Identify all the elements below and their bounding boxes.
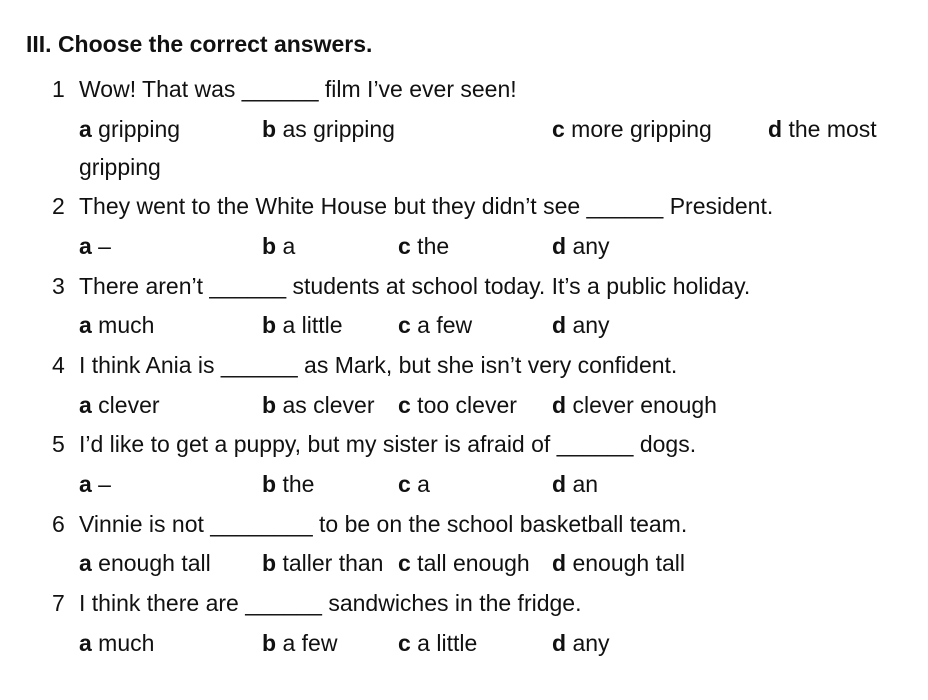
option-text: much (91, 630, 155, 656)
option-a[interactable] (79, 116, 180, 143)
option-text: – (91, 233, 111, 259)
option-letter: b (262, 233, 277, 259)
question-text: I think there are ______ sandwiches in the fridge. (79, 590, 582, 616)
option-text: tall enough (410, 550, 530, 576)
option-b[interactable] (262, 116, 395, 143)
option-d[interactable] (552, 233, 610, 260)
option-letter: a (79, 233, 92, 259)
option-letter: c (552, 116, 565, 142)
question-7 (52, 590, 582, 617)
option-text: much (91, 312, 155, 338)
option-c[interactable] (552, 116, 712, 143)
question-5 (52, 431, 696, 458)
question-number: 1 (52, 76, 65, 102)
option-letter: b (262, 116, 277, 142)
question-number: 4 (52, 352, 65, 378)
option-b[interactable] (262, 312, 343, 339)
option-letter: d (552, 392, 567, 418)
option-letter: b (262, 630, 277, 656)
option-a[interactable] (79, 312, 154, 339)
option-letter: b (262, 471, 277, 497)
question-number: 3 (52, 273, 65, 299)
option-b[interactable] (262, 471, 314, 498)
option-text: any (566, 312, 610, 338)
question-3 (52, 273, 750, 300)
option-text: the most (782, 116, 877, 142)
option-letter: c (398, 550, 411, 576)
option-text: enough tall (566, 550, 685, 576)
option-d[interactable] (552, 392, 717, 419)
option-letter: c (398, 630, 411, 656)
question-text: I’d like to get a puppy, but my sister is afraid of ______ dogs. (79, 431, 697, 457)
option-a[interactable] (79, 630, 154, 657)
option-b[interactable] (262, 233, 295, 260)
option-text: – (91, 471, 111, 497)
question-number: 6 (52, 511, 65, 537)
option-c[interactable] (398, 471, 430, 498)
question-text: I think Ania is ______ as Mark, but she isn’t very confident. (79, 352, 678, 378)
option-text: a little (276, 312, 343, 338)
option-text: a few (410, 312, 473, 338)
option-text: too clever (410, 392, 517, 418)
option-c[interactable] (398, 312, 472, 339)
question-6 (52, 511, 687, 538)
option-letter: b (262, 550, 277, 576)
option-text: as clever (276, 392, 375, 418)
option-letter: b (262, 312, 277, 338)
option-letter: a (79, 471, 92, 497)
question-text: Vinnie is not ________ to be on the school basketball team. (79, 511, 688, 537)
option-text: a (276, 233, 296, 259)
option-text: more gripping (564, 116, 712, 142)
option-letter: d (552, 471, 567, 497)
option-text: clever (91, 392, 160, 418)
option-letter: c (398, 233, 411, 259)
option-text: the (410, 233, 450, 259)
option-b[interactable] (262, 550, 383, 577)
option-a[interactable] (79, 550, 211, 577)
option-text: enough tall (91, 550, 211, 576)
question-1 (52, 76, 517, 103)
question-2 (52, 193, 773, 220)
question-text: They went to the White House but they didn’t see ______ President. (79, 193, 774, 219)
option-text: any (566, 233, 610, 259)
option-b[interactable] (262, 630, 337, 657)
option-letter: a (79, 312, 92, 338)
option-c[interactable] (398, 550, 530, 577)
option-letter: d (552, 233, 567, 259)
option-text: taller than (276, 550, 384, 576)
option-letter: d (552, 312, 567, 338)
option-d[interactable] (552, 312, 610, 339)
question-text: There aren’t ______ students at school today. It’s a public holiday. (79, 273, 751, 299)
option-text: a few (276, 630, 338, 656)
exercise-heading: III. Choose the correct answers. (26, 31, 373, 57)
option-c[interactable] (398, 630, 477, 657)
option-d[interactable] (552, 550, 685, 577)
option-letter: d (552, 630, 567, 656)
option-a[interactable] (79, 233, 111, 260)
option-text: clever enough (566, 392, 717, 418)
option-b[interactable] (262, 392, 375, 419)
option-text: as gripping (276, 116, 395, 142)
option-text: any (566, 630, 610, 656)
option-a[interactable] (79, 471, 111, 498)
option-letter: c (398, 312, 411, 338)
option-letter: c (398, 471, 411, 497)
option-text: gripping (91, 116, 181, 142)
option-letter: a (79, 116, 92, 142)
question-number: 7 (52, 590, 65, 616)
option-letter: d (552, 550, 567, 576)
question-4 (52, 352, 677, 379)
option-c[interactable] (398, 392, 517, 419)
option-letter: a (79, 550, 92, 576)
option-d[interactable] (552, 630, 610, 657)
option-text: an (566, 471, 599, 497)
option-letter: b (262, 392, 277, 418)
option-c[interactable] (398, 233, 449, 260)
option-a[interactable] (79, 392, 160, 419)
option-letter: d (768, 116, 783, 142)
option-d[interactable] (768, 116, 877, 143)
option-letter: c (398, 392, 411, 418)
question-text: Wow! That was ______ film I’ve ever seen! (79, 76, 517, 102)
option-letter: a (79, 392, 92, 418)
option-text: a little (410, 630, 478, 656)
option-letter: a (79, 630, 92, 656)
question-number: 2 (52, 193, 65, 219)
question-number: 5 (52, 431, 65, 457)
option-d[interactable] (552, 471, 598, 498)
option-text: the (276, 471, 315, 497)
option-text: a (410, 471, 430, 497)
option-continuation: gripping (79, 154, 161, 180)
